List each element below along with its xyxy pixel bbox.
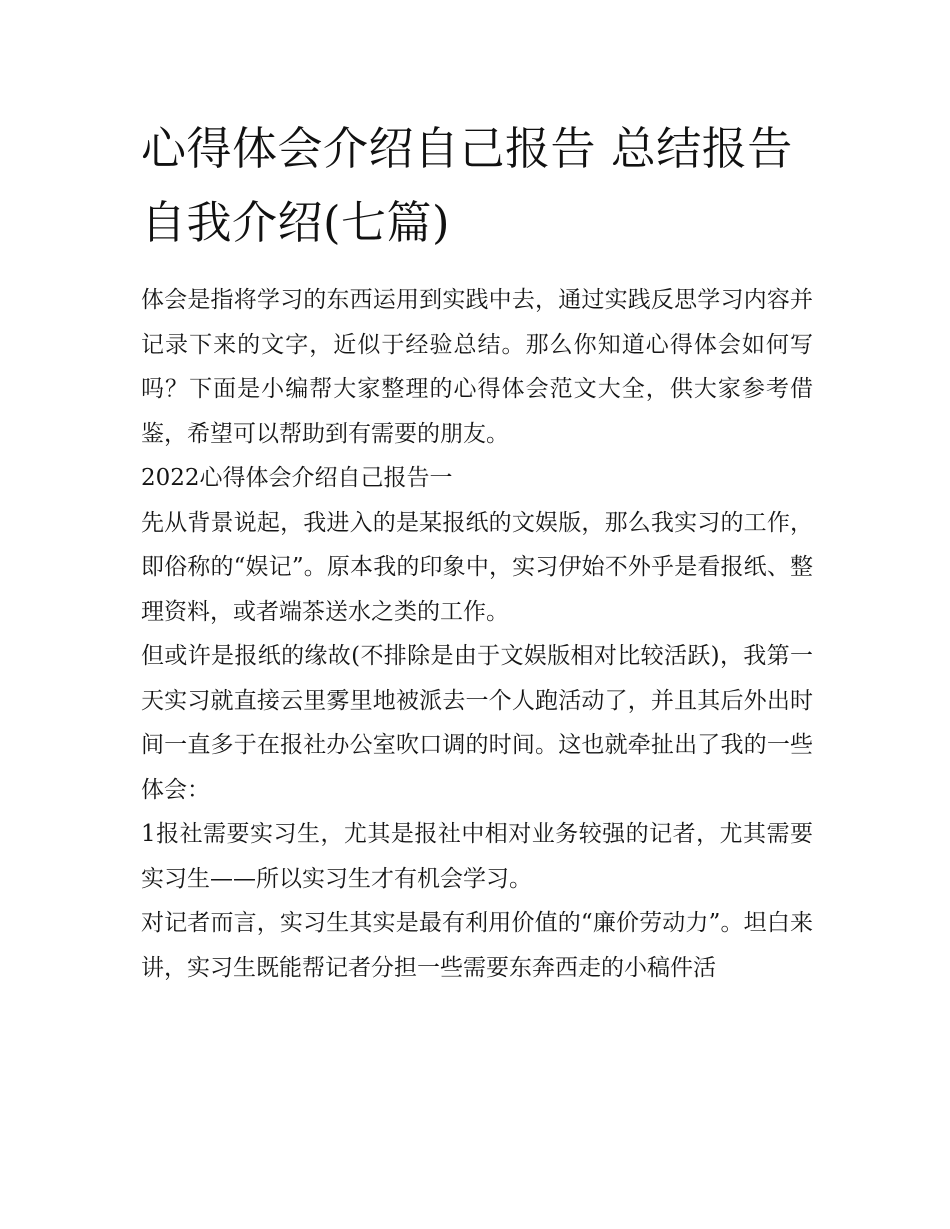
section-heading: 2022心得体会介绍自己报告一 [141, 465, 453, 491]
document-title: 心得体会介绍自己报告 总结报告自我介绍(七篇) [141, 122, 793, 249]
body-paragraph: 对记者而言，实习生其实是最有利用价值的“廉价劳动力”。坦白来讲，实习生既能帮记者分担一些需要东奔西走的小稿件活 [141, 910, 813, 981]
intro-paragraph: 体会是指将学习的东西运用到实践中去，通过实践反思学习内容并记录下来的文字，近似于经验总结。那么你知道心得体会如何写吗？下面是小编帮大家整理的心得体会范文大全，供大家参考借鉴，希望可以帮助到有需要的朋友。 [141, 287, 813, 447]
body-paragraph: 但或许是报纸的缘故(不排除是由于文娱版相对比较活跃)，我第一天实习就直接云里雾里地被派去一个人跑活动了，并且其后外出时间一直多于在报社办公室吹口调的时间。这也就牵扯出了我的一些体会： [141, 643, 813, 803]
document-body [141, 112, 813, 990]
body-paragraph: 1报社需要实习生，尤其是报社中相对业务较强的记者，尤其需要实习生——所以实习生才有机会学习。 [141, 821, 813, 892]
body-paragraph: 先从背景说起，我进入的是某报纸的文娱版，那么我实习的工作，即俗称的“娱记”。原本我的印象中，实习伊始不外乎是看报纸、整理资料，或者端茶送水之类的工作。 [141, 509, 813, 625]
